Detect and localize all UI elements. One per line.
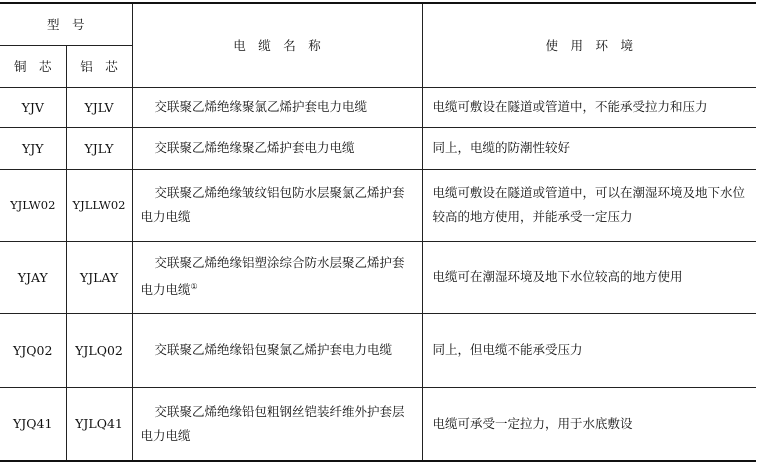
environment-text: 电缆可在潮湿环境及地下水位较高的地方使用	[432, 269, 683, 284]
environment-text: 电缆可敷设在隧道或管道中，不能承受拉力和压力	[432, 99, 708, 114]
table-row	[0, 87, 756, 127]
environment-cell	[422, 387, 756, 461]
footnote-marker: ①	[190, 282, 198, 292]
aluminum-model-cell: YJLLW02	[66, 169, 132, 241]
header-environment: 使 用 环 境	[422, 3, 756, 87]
environment-cell	[422, 169, 756, 241]
copper-model-cell: YJQ41	[0, 387, 66, 461]
aluminum-model-cell: YJLQ02	[66, 313, 132, 387]
copper-model-cell: YJAY	[0, 241, 66, 313]
cable-name-text: 交联聚乙烯绝缘聚氯乙烯护套电力电缆	[154, 99, 368, 114]
table-row	[0, 241, 756, 313]
environment-text: 电缆可敷设在隧道或管道中，可以在潮湿环境及地下水位较高的地方使用，并能承受一定压力	[432, 185, 746, 224]
cable-name-text: 交联聚乙烯绝缘铅包粗钢丝铠装纤维外护套层电力电缆	[140, 403, 405, 443]
table-row	[0, 169, 756, 241]
copper-model-cell: YJLW02	[0, 169, 66, 241]
cable-name-text: 交联聚乙烯绝缘聚乙烯护套电力电缆	[154, 140, 355, 155]
environment-cell	[422, 313, 756, 387]
cable-name-text: 交联聚乙烯绝缘铝塑涂综合防水层聚乙烯护套电力电缆	[140, 255, 405, 298]
cable-name-cell	[132, 387, 422, 461]
aluminum-model-cell: YJLY	[66, 127, 132, 169]
cable-name-cell	[132, 87, 422, 127]
table-row	[0, 387, 756, 461]
copper-model-cell: YJQ02	[0, 313, 66, 387]
environment-text: 电缆可承受一定拉力，用于水底敷设	[432, 415, 633, 431]
header-model: 型 号	[0, 3, 132, 45]
header-copper: 铜 芯	[0, 45, 66, 87]
environment-cell	[422, 87, 756, 127]
cable-name-cell	[132, 241, 422, 313]
environment-cell	[422, 127, 756, 169]
aluminum-model-cell: YJLQ41	[66, 387, 132, 461]
aluminum-model-cell: YJLAY	[66, 241, 132, 313]
aluminum-model-cell: YJLV	[66, 87, 132, 127]
cable-name-cell	[132, 127, 422, 169]
cable-name-cell	[132, 169, 422, 241]
table-header	[0, 3, 756, 87]
cable-name-text: 交联聚乙烯绝缘铅包聚氯乙烯护套电力电缆	[154, 342, 393, 357]
header-cable-name: 电 缆 名 称	[132, 3, 422, 87]
copper-model-cell: YJY	[0, 127, 66, 169]
cable-name-cell	[132, 313, 422, 387]
cable-name-text: 交联聚乙烯绝缘皱纹铝包防水层聚氯乙烯护套电力电缆	[140, 185, 405, 224]
environment-text: 同上，但电缆不能承受压力	[432, 342, 583, 357]
table-row	[0, 127, 756, 169]
header-aluminum: 铝 芯	[66, 45, 132, 87]
table-row	[0, 313, 756, 387]
environment-cell	[422, 241, 756, 313]
table-body	[0, 87, 756, 461]
cable-spec-table	[0, 2, 756, 462]
copper-model-cell: YJV	[0, 87, 66, 127]
environment-text: 同上，电缆的防潮性较好	[432, 140, 571, 155]
